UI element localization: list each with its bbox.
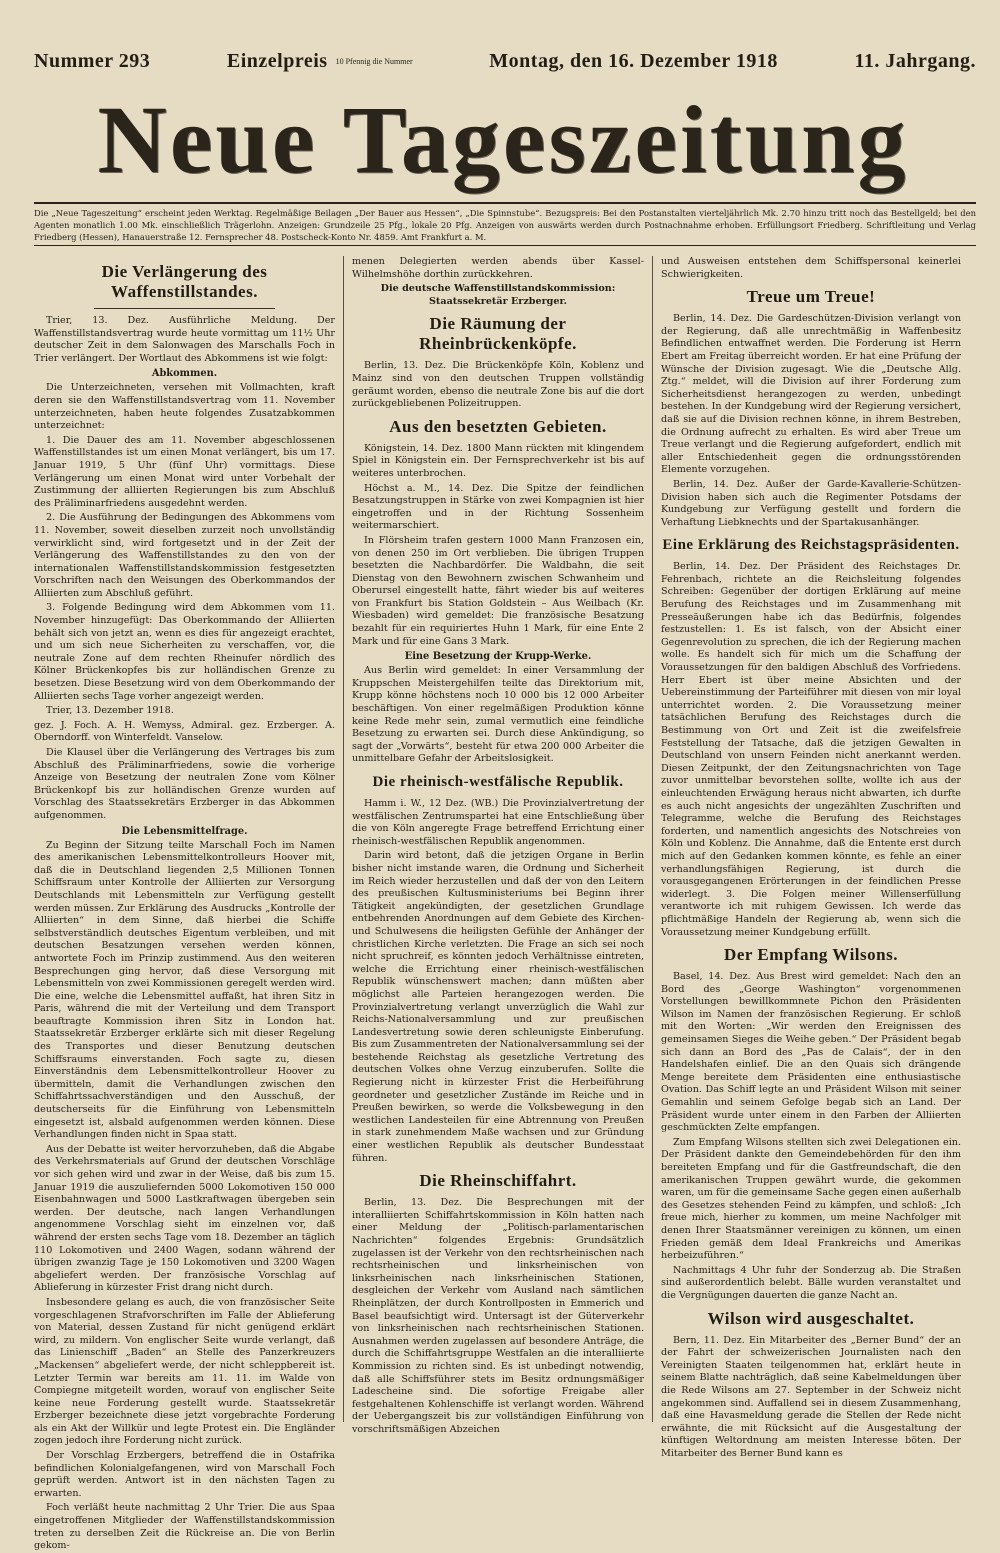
paragraph: Königstein, 14. Dez. 1800 Mann rückten mit klingendem Spiel in Königstein ein. Der Fernsprechverkehr ist bis auf weiteres unterbrochen. (352, 442, 644, 479)
price-block (227, 50, 413, 73)
paragraph: Berlin, 13. Dez. Die Besprechungen mit der interalliierten Schiffahrtskommission in Köln hatten nach einer Meldung der „Politisch-parlamentarischen Nachrichten“ folgendes Ergebnis: Grundsätzlich zugelassen ist der Verkehr von den rechtsrheinischen nach rechtsrheinischen und linksrheinischen von linksrheinischen nach linksrheinischen Stationen, desgleichen der Verkehr vom Ausland nach sämtlichen Rheinplätzen, der durch Kontrollposten in Emmerich und Basel beaufsichtigt wird. Untersagt ist der Güterverkehr von linksrheinischen nach rechtsrheinischen Stationen. Ausnahmen werden zugelassen auf besondere Anträge, die durch die Schiffahrtsgruppe Westfalen an die interalliierte Kommission zu richten sind. Es ist unbedingt notwendig, daß alle Schiffsführer stets im Besitz ordnungsmäßiger Ladescheine sind. Die sofortige Freigabe aller festgehaltenen Kohlenschiffe ist verlangt worden. Während der Uebergangszeit bis zur vollständigen Einführung von vorschriftsmäßigen Abzeichen (352, 1197, 644, 1435)
issue-number: Nummer 293 (34, 50, 151, 72)
subheading: Abkommen. (151, 368, 218, 380)
subheading: Eine Besetzung der Krupp-Werke. (404, 651, 592, 663)
headline-bridgeheads: Die Räumung der Rheinbrückenköpfe. (419, 314, 577, 354)
paragraph: 3. Folgende Bedingung wird dem Abkommen vom 11. November hinzugefügt: Das Oberkommando der Alliierten behält sich von jetzt an, wenn es dies für angezeigt erachtet, und um sich neue Sicherheiten zu verschaffen, vor, die neutrale Zone auf dem rechten Rheinufer nördlich des Kölner Brückenkopfes bis zur holländischen Grenze zu besetzen. Diese Besetzung wird von dem Oberkommando der Alliierten sechs Tage vorher angezeigt werden. (34, 602, 335, 702)
header-bar (34, 50, 976, 76)
column-1 (34, 256, 343, 1552)
paragraph: Berlin, 13. Dez. Die Brückenköpfe Köln, Koblenz und Mainz sind von den deutschen Truppen vollständig geräumt worden, ebenso die neutrale Zone bis auf die dort zurückgebliebenen Polizeitruppen. (352, 360, 644, 410)
paragraph: Höchst a. M., 14. Dez. Die Spitze der feindlichen Besatzungstruppen in Stärke von zwei Kompagnien ist hier eingetroffen und in der Richtung Sossenheim weitermarschiert. (352, 482, 644, 532)
paragraph: Insbesondere gelang es auch, die von französischer Seite vorgeschlagenen Strafvorschriften im Falle der Ablieferung von Material, dessen Zustand für nicht genügend erklärt wird, zu mildern. Von englischer Seite wurde verlangt, daß das Linienschiff „Baden“ an Stelle des Panzerkreuzers „Mackensen“ abgeliefert werde, der nicht schleppbereit ist. Letzter Termin war bereits am 11. 11. im Walde von Compiegne mitgeteilt worden, worauf von englischer Seite keine neue Forderung gestellt wurde. Staatssekretär Erzberger bezeichnete diese jetzt vorgebrachte Forderung als ein Akt der Willkür und legte Protest ein. Die Engländer zogen jedoch ihre Forderung nicht zurück. (34, 1296, 335, 1447)
headline-wilson-excluded: Wilson wird ausgeschaltet. (707, 1308, 915, 1328)
paragraph: 2. Die Ausführung der Bedingungen des Abkommens vom 11. November, soweit dieselben zurzeit noch unvollständig verwirklicht sind, wird fortgesetzt und in der Zeit der Verlängerung des Waffenstillstandes zu den von der internationalen Waffenstillstandskommission festgesetzten Vorschriften nach den Weisungen des Oberkommandos der Alliierten zum Abschluß geführt. (34, 512, 335, 599)
paragraph: Berlin, 14. Dez. Die Gardeschützen-Division verlangt von der Regierung, daß alle unrechtmäßig in Waffenbesitz Befindlichen entwaffnet werden. Die Forderung ist Herrn Ebert am Freitag überreicht worden. Er hat eine Prüfung der Wünsche der Division zugesagt. Wie die „Deutsche Allg. Ztg.“ meldet, will die Division auf ihrer Forderung zum Sicherheitsdienst herangezogen zu werden, unbedingt bestehen. In der Kundgebung wird der Regierung versichert, daß sie auf die Division rechnen könne, in ihrem Bestreben, die Ordnung aufrecht zu erhalten. Es wird aber Treue um Treue verlangt und die Regierung aufgefordert, endlich mit aller Entschiedenheit gegen die ordnungsstörenden Elemente vorzugehen. (661, 313, 961, 476)
paragraph: Die Unterzeichneten, versehen mit Vollmachten, kraft deren sie den Waffenstillstandsvertrag vom 11. November unterzeichneten, haben heute folgendes Zusatzabkommen unterzeichnet: (34, 382, 335, 432)
paragraph: Trier, 13. Dez. Ausführliche Meldung. Der Waffenstillstandsvertrag wurde heute vormittag um 11½ Uhr deutscher Zeit in dem Salonwagen des Marschalls Foch in Trier verlängert. Der Wortlaut des Abkommens ist wie folgt: (34, 315, 335, 364)
paragraph: Zum Empfang Wilsons stellten sich zwei Delegationen ein. Der Präsident dankte den Gemeindebehörden für den ihm bereiteten Empfang und für die Gastfreundschaft, die den amerikanischen Truppen gewährt wurde, die gekommen waren, um für die gemeinsame Sache gegen einen außerhalb des Gesetzes stehenden Feind zu kämpfen, und schloß: „Ich freue mich, hierher zu kommen, um meine Nachfolger mit denen Ihrer Staatsmänner vereinigen zu können, um einen Frieden gemäß dem Ideal Frankreichs und Amerikas herbeizuführen.“ (661, 1136, 961, 1262)
columns (34, 256, 976, 1552)
paragraph: Darin wird betont, daß die jetzigen Organe in Berlin bisher nicht imstande waren, die Ordnung und Sicherheit im Reich wieder herzustellen und daß der von den Leitern des preußischen Kultusministeriums bei Beginn ihrer Tätigkeit angekündigten, der gesetzlichen Grundlage entbehrenden Anordnungen auf dem Gebiete des Kirchen- und Schulwesens die heiligsten Gefühle der Anhänger der christlichen Kirche verletzten. Die Frage an sich sei noch nicht spruchreif, es könnten jedoch Verhältnisse eintreten, welche die Errichtung einer rheinisch-westfälischen Republik wünschenswert machen; dann müßten aber möglichst alle Parteien herangezogen werden. Die Provinzialvertretung verlangt unverzüglich die Wahl zur Reichs-Nationalversammlung und zur preußischen Landesvertretung sowie deren schleunigste Einberufung. Bis zum Zusammentreten der Nationalversammlung sei der bestehende Reichstag als gesetzliche Vertretung des deutschen Volkes ohne Verzug einzuberufen. Sollte die Regierung nicht in kürzester Frist die Herbeiführung geordneter und gesetzlicher Zustände im Reiche und in Preußen bewirken, so werde die Volksbewegung in den westlichen Landesteilen für eine Abtrennung von Preußen in stark zunehmendem Maße wachsen und zur Gründung einer westlichen Republik als deutscher Bundesstaat führen. (352, 850, 644, 1164)
paragraph: Nachmittags 4 Uhr fuhr der Sonderzug ab. Die Straßen sind außerordentlich belebt. Bälle wurden veranstaltet und die Vergnügungen dauerten die ganze Nacht an. (661, 1264, 961, 1301)
paragraph: Basel, 14. Dez. Aus Brest wird gemeldet: Nach den an Bord des „George Washington“ vorgenommenen Vorstellungen bewillkommnete Pichon den Präsidenten Wilson im Namen der französischen Regierung. Er schloß mit den Worten: „Wir werden den Ereignissen des gemeinsamen Sieges die Weihe geben.“ Der Präsident begab sich dann an Bord des „Pas de Calais“, der in den Handelshafen einlief. Die an den Quais sich drängende Menge bereitete dem Präsidenten eine enthusiastische Ovation. Das Schiff legte an und Präsident Wilson mit seiner Gemahlin und seinem Gefolge begab sich an Land. Der Präsident wurde unter einem in den Farben der Alliierten geschmückten Zelte empfangen. (661, 971, 961, 1134)
newspaper-title: Neue Tageszeitung (97, 86, 909, 193)
volume: 11. Jahrgang. (854, 50, 976, 72)
paragraph: Hamm i. W., 12 Dez. (WB.) Die Provinzialvertretung der westfälischen Zentrumspartei hat eine Entschließung über die von Köln angeregte Frage betreffend Errichtung einer rheinisch-westfälischen Republik angenommen. (352, 798, 644, 847)
headline-shipping: Die Rheinschiffahrt. (419, 1171, 577, 1191)
paragraph: Zu Beginn der Sitzung teilte Marschall Foch im Namen des amerikanischen Lebensmittelkontrolleurs Hoover mit, daß die in Deutschland liegenden 2,5 Millionen Tonnen Schiffsraum unter Kontrolle der Alliierten zur Versorgung Deutschlands mit Lebensmitteln zur Verfügung gestellt werden müssen. Zur Erklärung des Ausdrucks „Kontrolle der Alliierten“ in dem Sinne, daß hierbei die Schiffe selbstverständlich deutsches Eigentum verbleiben, und mit deutschen Besatzungen versehen werden können, antwortete Foch im Prinzip zustimmend. Aus den weiteren Besprechungen ging hervor, daß diese Versorgung mit Lebensmitteln von zwei Kommissionen geregelt werden wird. Die eine, welche die Lebensmittel auffaßt, hat ihren Sitz in Paris, während die mit der Verteilung und dem Transport beauftragte Kommission ihren Sitz in London hat. Staatssekretär Erzberger erklärte sich mit dieser Regelung des Transportes und dieser Benutzung deutschen Schiffsraums einverstanden. Foch sagte zu, diesen Einverständnis dem Lebensmittelkontrolleur Hoover zu übermitteln, damit die Verhandlungen zwischen den Schiffahrtssachverständigen und den Ausschuß, der deutscherseits für die Einführung von Lebensmitteln eingesetzt ist, alsbald aufgenommen werden können. Diese Verhandlungen finden nicht in Spaa statt. (34, 839, 335, 1141)
paragraph: und Ausweisen entstehen dem Schiffspersonal keinerlei Schwierigkeiten. (661, 256, 961, 280)
headline-wilson-reception: Der Empfang Wilsons. (724, 945, 898, 965)
headline-loyalty: Treue um Treue! (746, 287, 876, 307)
commission-signature: Die deutsche Waffenstillstandskommission: Staatssekretär Erzberger. (380, 283, 616, 307)
paragraph: Aus der Debatte ist weiter hervorzuheben, daß die Abgabe des Verkehrsmaterials auf Grund der deutschen Vorschläge vor sich gehen wird und zwar in der Weise, daß bis zum 15. Januar 1919 die auszuliefernden 5000 Lokomotiven 150 000 Eisenbahnwagen und 5000 Lastkraftwagen übergeben sein werden. Der deutsche, nach langen Verhandlungen angenommene Vorschlag sieht im einzelnen vor, daß während der ersten sechs Tage vom 18. Dezember an täglich 110 Lokomotiven und 2400 Wagen, sodann während der übrigen zwanzig Tage je 150 Lokomotiven und 3200 Wagen abgeliefert werden. Der französische Vorschlag auf Ablieferung in kürzester Frist drang nicht durch. (34, 1143, 335, 1294)
paragraph: Foch verläßt heute nachmittag 2 Uhr Trier. Die aus Spaa eingetroffenen Mitglieder der Waffenstillstandskommission treten zu derselben Zeit die Rückreise an. Die von Berlin gekom- (34, 1502, 335, 1552)
paragraph: Berlin, 14. Dez. Der Präsident des Reichstages Dr. Fehrenbach, richtete an die Reichsleitung folgendes Schreiben: Gegenüber der dortigen Erklärung auf meine Berufung des Reichstages und im Zusammenhang mit Presseäußerungen habe ich das Bedürfnis, folgendes festzustellen: 1. Es ist falsch, von der Absicht einer Gegenrevolution zu sprechen, die ich der Regierung machen wolle. Es handelt sich für mich um die Schaffung der Voraussetzungen für den baldigen Abschluß des Vorfriedens. Herr Ebert ist über meine Absichten und der Uebereinstimmung der Parteiführer mit diesen von mir loyal unterrichtet worden. 2. Die Voraussetzung meiner tatsächlichen Berufung des Reichstages durch die Bestimmung von Ort und Zeit ist die zweifelsfreie Feststellung der Tatsache, daß die jetzigen Gewalten in Deutschland von unsern Feinden nicht anerkannt werden. Diesen Zeitpunkt, der den Zeitungsnachrichten von Tage zuvor unmittelbar bevorstehen sollte, wollte ich aus der einleuchtenden Erwägung heraus nicht abwarten, ich durfte es auch nicht angesichts der ungezählten Zuschriften und Telegramme, welche die Berufung des Reichstages forderten, und namentlich angesichts des Notschreies von Köln und Koblenz. Die Annahme, daß die Entente erst durch mich auf den Gedanken kommen könnte, es fehle an einer verhandlungsfähigen Regierung, ist durch die vorausgegangenen Erörterungen in der feindlichen Presse widerlegt. 3. Die Folgen meiner Willenserfüllung verantworte ich mit ruhigem Gewissen. Ich werde das pflichtmäßige Handeln der Regierung ab, wenn sich die Voraussetzung meiner Kundgebung erfüllt. (661, 561, 961, 938)
imprint: Die „Neue Tageszeitung“ erscheint jeden Werktag. Regelmäßige Beilagen „Der Bauer aus Hessen“, „Die Spinnstube“. Bezugspreis: Bei den Postanstalten vierteljährlich Mk. 2.70 hinzu tritt noch das Bestellgeld; bei den Agenten monatlich 1.00 Mk. einschließlich Trägerlohn. Anzeigen: Grundzeile 25 Pfg., lokale 20 Pfg. Anzeigen von auswärts werden durch Postnachnahme erhoben. Erfüllungsort Friedberg. Schriftleitung und Verlag Friedberg (Hessen), Hanauerstraße 12. Fernsprecher 48. Postscheck-Konto Nr. 4859. Amt Frankfurt a. M. (34, 202, 976, 246)
issue-date: Montag, den 16. Dezember 1918 (489, 50, 778, 72)
paragraph: Bern, 11. Dez. Ein Mitarbeiter des „Berner Bund“ der an der Fahrt der schweizerischen Journalisten nach den Vereinigten Staaten teilgenommen hat, erklärt heute in seinem Blatte nachträglich, daß seine Kabelmeldungen über die Rede Wilsons am 27. September in der Schweiz nicht angekommen sind. Auffallend sei in diesem Zusammenhang, daß eine Havasmeldung gerade die Stellen der Rede nicht erwähnte, die mit Rücksicht auf die Ausgestaltung der künftigen Weltordnung am meisten Interesse böten. Der Mitarbeiter des Berner Bund kann es (661, 1334, 961, 1459)
headline-occupied: Aus den besetzten Gebieten. (389, 416, 607, 436)
paragraph: Aus Berlin wird gemeldet: In einer Versammlung der Kruppschen Meistergehilfen teilte das Direktorium mit, Krupp könne höchstens noch 10 000 bis 12 000 Arbeiter beschäftigen. Von einer regelmäßigen Produktion könne keine Rede mehr sein, zumal vermutlich eine feindliche Besetzung zu erwarten sei. Durch diese Ankündigung, so sagt der „Vorwärts“, besteht für etwa 200 000 Arbeiter die unmittelbare Gefahr der Arbeitslosigkeit. (352, 665, 644, 765)
paragraph: Die Klausel über die Verlängerung des Vertrages bis zum Abschluß des Präliminarfriedens, sowie die vorherige Anzeige von Besetzung der neutralen Zone vom Kölner Brückenkopf bis zur holländischen Grenze wurden auf Vorschlag des Staatssekretärs Erzberger in das Abkommen aufgenommen. (34, 747, 335, 821)
paragraph: 1. Die Dauer des am 11. November abgeschlossenen Waffenstillstandes ist um einen Monat verlängert, bis um 17. Januar 1919, 5 Uhr (fünf Uhr) vormittags. Diese Verlängerung um einen Monat wird unter Vorbehalt der Zustimmung der alliierten Regierungen bis zum Abschluß des Präliminarfriedens ausgedehnt werden. (34, 434, 335, 509)
paragraph: Berlin, 14. Dez. Außer der Garde-Kavallerie-Schützen-Division haben sich auch die Regimenter Potsdams der Kundgebung zur Verfügung gestellt und fordern die Verhaftung Liebknechts und der Spartakusanhänger. (661, 478, 961, 528)
paragraph: In Flörsheim trafen gestern 1000 Mann Franzosen ein, von denen 250 im Ort verblieben. Die übrigen Truppen besetzten die Nachbardörfer. Die Waldbahn, die seit Dienstag von den Bewohnern zwischen Schwanheim und Oberursel eingestellt hatte, fährt wieder bis auf weiteres von Frankfurt bis Station Goldstein – Aus Weilbach (Kr. Wiesbaden) wird gemeldet: Die französische Besatzung bezahlt für ein requiriertes Huhn 1 Mark, für eine Ente 2 Mark und für eine Gans 3 Mark. (352, 534, 644, 647)
price-detail: 10 Pfennig die Nummer (335, 57, 413, 66)
column-3 (652, 256, 961, 1459)
paragraph: Der Vorschlag Erzbergers, betreffend die in Ostafrika befindlichen Kolonialgefangenen, wird von Marschall Foch geprüft werden. Antwort ist in den nächsten Tagen zu erwarten. (34, 1450, 335, 1499)
price-label: Einzelpreis (226, 50, 328, 72)
headline-armistice: Die Verlängerung des Waffenstillstandes. (101, 262, 268, 301)
paragraph: menen Delegierten werden abends über Kassel-Wilhelmshöhe dorthin zurückkehren. (352, 256, 644, 280)
headline-declaration: Eine Erklärung des Reichstagspräsidenten. (662, 537, 960, 554)
dateline: Trier, 13. Dezember 1918. (46, 705, 174, 717)
divider (94, 308, 275, 309)
headline-republic: Die rheinisch-westfälische Republik. (372, 774, 624, 790)
column-2 (343, 256, 652, 1435)
signatures: gez. J. Foch. A. H. Wemyss, Admiral. gez. Erzberger. A. Oberndorff. von Winterfeldt. Vanselow. (34, 719, 335, 744)
subheading: Die Lebensmittelfrage. (121, 825, 248, 837)
